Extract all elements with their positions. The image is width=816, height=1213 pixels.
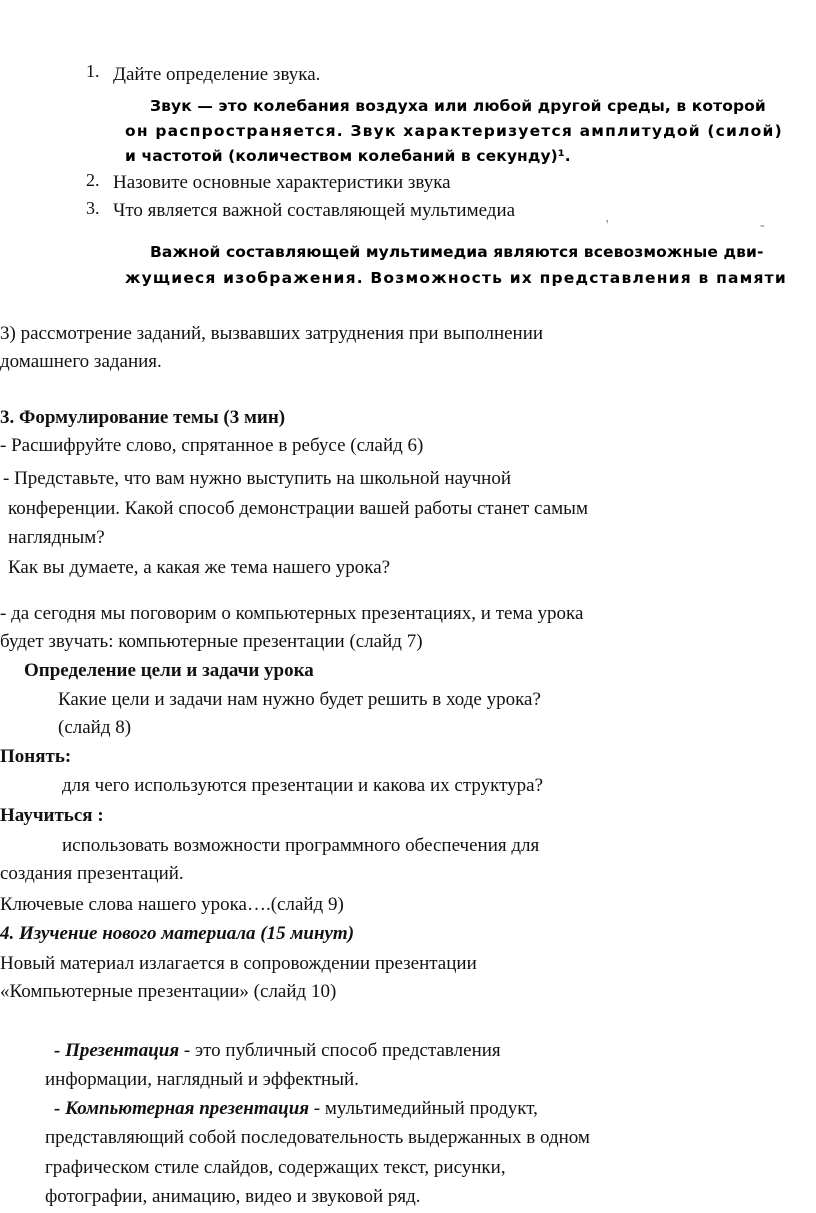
understand-label: Понять: bbox=[0, 746, 72, 767]
learn-text-line-2: создания презентаций. bbox=[0, 863, 184, 884]
scan-answer-1-line-1: Звук — это колебания воздуха или любой другой среды, в которой bbox=[150, 97, 766, 115]
keywords-line: Ключевые слова нашего урока….(слайд 9) bbox=[0, 894, 344, 915]
section-3-line-7: будет звучать: компьютерные презентации (слайд 7) bbox=[0, 631, 423, 652]
learn-text-line-1: использовать возможности программного обеспечения для bbox=[62, 835, 540, 856]
definition-presentation bbox=[54, 1037, 501, 1065]
section-3-line-5: Как вы думаете, а какая же тема нашего урока? bbox=[8, 557, 391, 578]
question-1-text: Дайте определение звука. bbox=[113, 64, 321, 85]
definition-presentation-line-2: информации, наглядный и эффектный. bbox=[45, 1069, 359, 1090]
paragraph-3-line-2: домашнего задания. bbox=[0, 351, 162, 372]
definition-computer-presentation-line-3: графическом стиле слайдов, содержащих текст, рисунки, bbox=[45, 1157, 506, 1178]
section-4-line-2: «Компьютерные презентации» (слайд 10) bbox=[0, 981, 337, 1002]
goal-heading: Определение цели и задачи урока bbox=[24, 660, 314, 681]
definition-computer-presentation-text: - мультимедийный продукт, bbox=[309, 1098, 538, 1119]
section-4-heading: 4. Изучение нового материала (15 минут) bbox=[0, 923, 355, 944]
goal-line-2: (слайд 8) bbox=[58, 717, 132, 738]
section-3-line-2: - Представьте, что вам нужно выступить на школьной научной bbox=[3, 468, 511, 489]
question-2-text: Назовите основные характеристики звука bbox=[113, 172, 451, 193]
definition-presentation-term: - Презентация bbox=[54, 1040, 180, 1061]
scan-answer-1-line-2: он распространяется. Звук характеризуется амплитудой (силой) bbox=[125, 122, 783, 140]
definition-computer-presentation bbox=[54, 1095, 538, 1123]
scan-answer-3-line-2: жущиеся изображения. Возможность их представления в памяти bbox=[125, 269, 787, 287]
understand-text: для чего используются презентации и какова их структура? bbox=[62, 775, 544, 796]
question-number-2: 2. bbox=[86, 170, 100, 190]
section-3-heading: 3. Формулирование темы (3 мин) bbox=[0, 407, 286, 428]
definition-presentation-text: - это публичный способ представления bbox=[179, 1040, 501, 1061]
question-3-text: Что является важной составляющей мультимедиа bbox=[113, 200, 516, 221]
question-number-3: 3. bbox=[86, 198, 100, 218]
definition-computer-presentation-term: - Компьютерная презентация bbox=[54, 1098, 310, 1119]
section-3-line-3: конференции. Какой способ демонстрации вашей работы станет самым bbox=[8, 498, 588, 519]
scan-speck: - bbox=[760, 218, 765, 233]
section-3-line-1: - Расшифруйте слово, спрятанное в ребусе (слайд 6) bbox=[0, 435, 424, 456]
section-4-line-1: Новый материал излагается в сопровождении презентации bbox=[0, 953, 477, 974]
definition-computer-presentation-line-4: фотографии, анимацию, видео и звуковой ряд. bbox=[45, 1186, 421, 1207]
scan-speck: ' bbox=[606, 218, 609, 233]
scan-answer-3-line-1: Важной составляющей мультимедиа являются всевозможные дви- bbox=[150, 243, 764, 261]
learn-label: Научиться : bbox=[0, 805, 104, 826]
paragraph-3-line-1: 3) рассмотрение заданий, вызвавших затруднения при выполнении bbox=[0, 323, 544, 344]
definition-computer-presentation-line-2: представляющий собой последовательность выдержанных в одном bbox=[45, 1127, 590, 1148]
goal-line-1: Какие цели и задачи нам нужно будет решить в ходе урока? bbox=[58, 689, 541, 710]
scan-answer-1-line-3: и частотой (количеством колебаний в секунду)¹. bbox=[125, 147, 571, 165]
section-3-line-6: - да сегодня мы поговорим о компьютерных презентациях, и тема урока bbox=[0, 603, 584, 624]
section-3-line-4: наглядным? bbox=[8, 527, 105, 548]
question-number-1: 1. bbox=[86, 61, 100, 81]
